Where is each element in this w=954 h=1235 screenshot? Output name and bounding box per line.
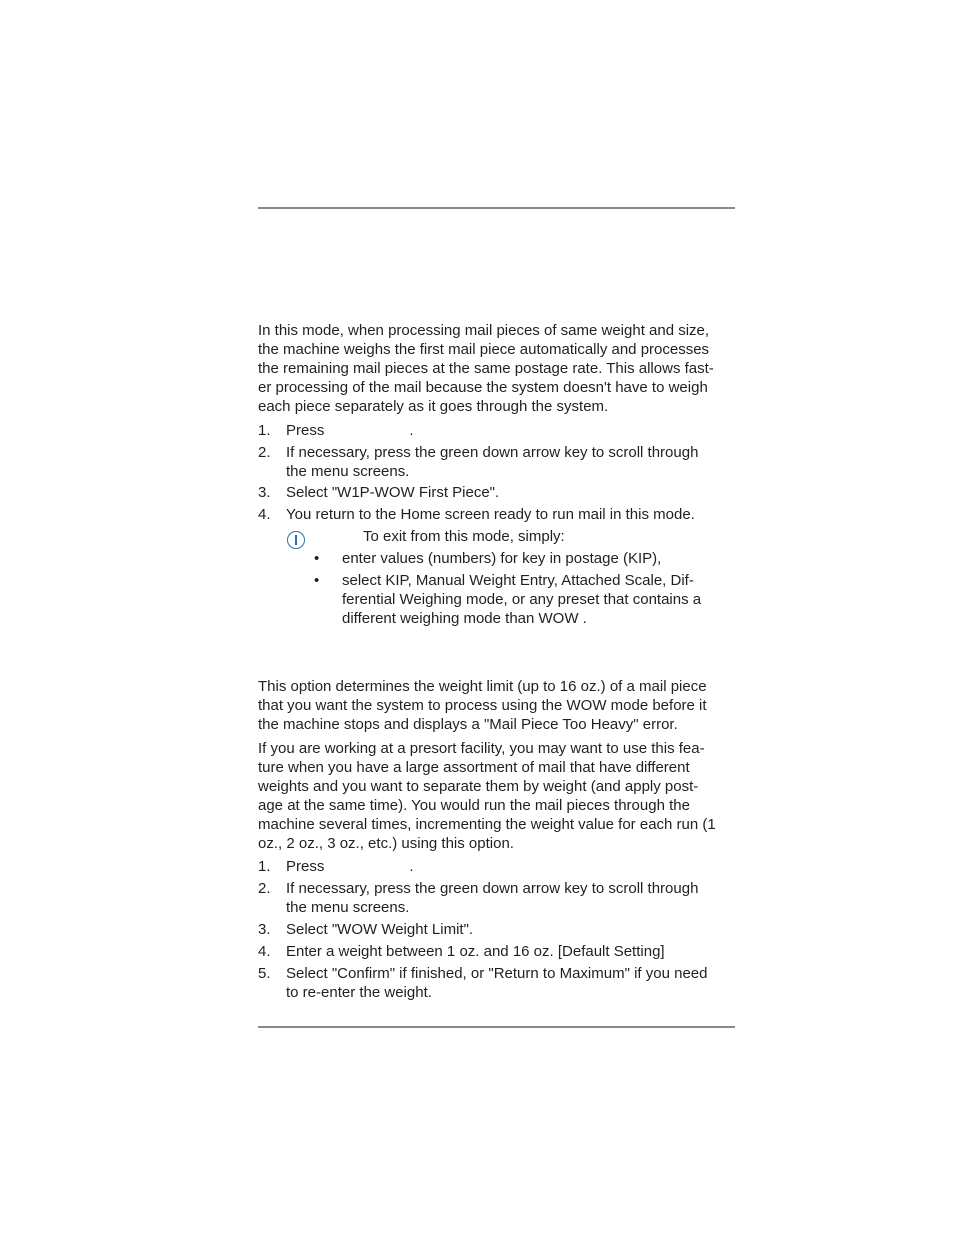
bullet-mark: • — [314, 572, 320, 589]
step-text — [286, 857, 736, 876]
step-text: If necessary, press the green down arrow key to scroll through the menu screens. — [286, 444, 699, 480]
section2-para2: If you are working at a presort facility, you may want to use this fea- ture when you have a large assortment of mail that have different weights and you want to separate them by weight (and apply post- age at the same time). You would run the mail pieces through the machine several times, incrementing the weight value for each run (1 oz., 2 oz., 3 oz., etc.) using this option. — [258, 740, 716, 852]
bullet-mark: • — [314, 550, 320, 567]
step-text: Select "Confirm" if finished, or "Return to Maximum" if you need to re-enter the weight. — [286, 965, 708, 1001]
step-text: You return to the Home screen ready to run mail in this mode. — [286, 506, 695, 523]
step-text: Select "W1P-WOW First Piece". — [286, 484, 500, 501]
step-number: 2. — [258, 880, 271, 897]
step-period: . — [409, 422, 414, 439]
bullet-text: select KIP, Manual Weight Entry, Attached Scale, Dif- ferential Weighing mode, or any preset that contains a different weighing mode than WOW . — [342, 572, 702, 627]
step-number: 1. — [258, 422, 271, 439]
section2-para1: This option determines the weight limit (up to 16 oz.) of a mail piece that you want the system to process using the WOW mode before it the machine stops and displays a "Mail Piece Too Heavy" error. — [258, 678, 707, 733]
step-number: 2. — [258, 444, 271, 461]
step-press-label: Press — [286, 422, 325, 439]
step-number: 3. — [258, 484, 271, 501]
step-number: 3. — [258, 921, 271, 938]
step-press-label: Press — [286, 858, 325, 875]
step-number: 4. — [258, 943, 271, 960]
step-text: Select "WOW Weight Limit". — [286, 921, 474, 938]
step-period: . — [409, 858, 414, 875]
step-number: 4. — [258, 506, 271, 523]
section1-intro: In this mode, when processing mail pieces of same weight and size, the machine weighs the first mail piece automatically and processes the remaining mail pieces at the same postage rate. This allows fast- er processing of the mail because the system doesn't have to weigh each piece separately as it goes through the system. — [258, 322, 714, 415]
step-number: 1. — [258, 858, 271, 875]
header-rule — [258, 207, 735, 209]
bullet-text: enter values (numbers) for key in postage (KIP), — [342, 550, 662, 567]
step-number: 5. — [258, 965, 271, 982]
note-text: To exit from this mode, simply: — [363, 528, 565, 545]
step-text: Enter a weight between 1 oz. and 16 oz. [Default Setting] — [286, 943, 665, 960]
step-text: If necessary, press the green down arrow key to scroll through the menu screens. — [286, 880, 699, 916]
step-text — [286, 421, 736, 440]
footer-rule — [258, 1026, 735, 1028]
info-icon — [287, 531, 305, 549]
